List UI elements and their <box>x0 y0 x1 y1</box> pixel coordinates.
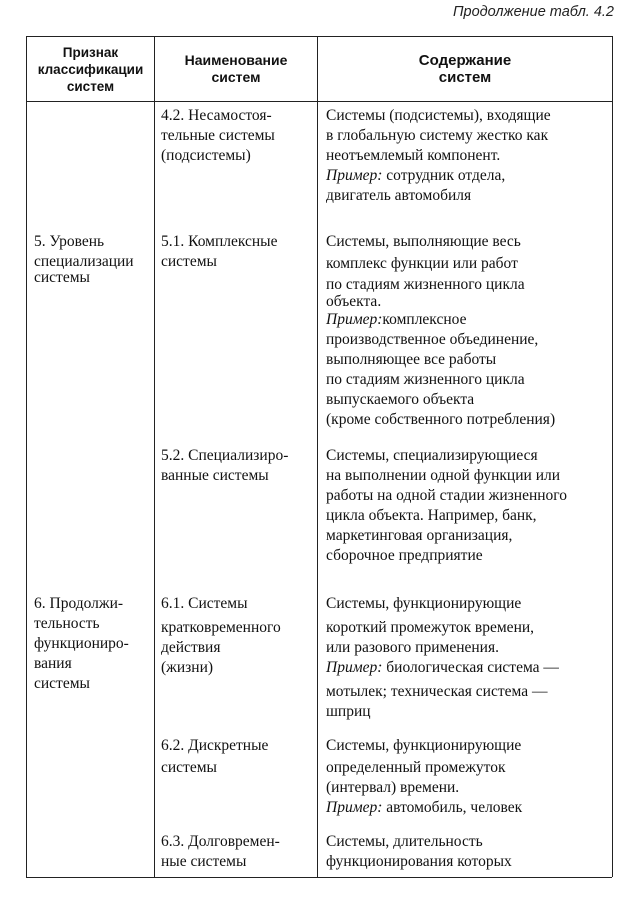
criterion-line: 6. Продолжи- <box>34 594 124 612</box>
system-name-cell <box>155 102 318 220</box>
content-line: или разового применения. <box>326 638 499 656</box>
header-system-content-line: систем <box>438 69 492 86</box>
content-line: производственное объединение, <box>326 330 539 348</box>
system-name-line: 5.2. Специализиро- <box>161 446 289 464</box>
table-row <box>27 220 613 436</box>
content-line: по стадиям жизненного цикла <box>326 275 525 293</box>
table-row <box>27 724 613 820</box>
system-name-line: 4.2. Несамостоя- <box>161 107 272 124</box>
header-system-name-line: Наименование <box>184 52 288 68</box>
content-line: короткий промежуток времени, <box>326 618 535 636</box>
table-row <box>27 436 613 580</box>
system-name-line: тельные системы <box>161 127 275 144</box>
example-text: сотрудник отдела, <box>382 167 506 184</box>
system-name-cell <box>155 724 318 820</box>
content-line: двигатель автомобиля <box>326 187 472 204</box>
content-line <box>326 310 608 330</box>
criterion-cell <box>27 580 155 724</box>
content-line: по стадиям жизненного цикла <box>326 370 525 388</box>
content-line: неотъемлемый компонент. <box>326 147 501 164</box>
criterion-cell <box>27 220 155 436</box>
system-name-line: (подсистемы) <box>161 147 251 164</box>
criterion-line: системы <box>34 268 90 286</box>
content-line: Системы, функционирующие <box>326 594 522 612</box>
table-row <box>27 580 613 724</box>
system-content-cell <box>318 220 613 436</box>
system-content-cell <box>318 820 613 877</box>
content-line: комплекс функции или работ <box>326 254 518 272</box>
content-line: мотылек; техническая система — <box>326 682 548 700</box>
system-name-line: системы <box>161 252 217 270</box>
system-content-cell <box>318 436 613 580</box>
example-label: Пример: <box>326 658 383 676</box>
header-criterion <box>27 37 155 102</box>
classification-table <box>26 36 613 877</box>
example-text: биологическая система — <box>382 658 559 676</box>
content-line: определенный промежуток <box>326 758 506 776</box>
content-line: функционирования которых <box>326 852 512 870</box>
criterion-cell-empty <box>27 724 155 820</box>
system-content-cell <box>318 724 613 820</box>
header-system-name <box>155 37 318 102</box>
table-header-row <box>27 37 613 102</box>
table-continuation-label: Продолжение табл. 4.2 <box>453 4 614 20</box>
content-line: цикла объекта. Например, банк, <box>326 506 537 524</box>
content-line: Системы, выполняющие весь <box>326 232 521 250</box>
content-line: Системы, специализирующиеся <box>326 446 538 464</box>
example-text: комплексное <box>382 310 467 328</box>
system-content-cell <box>318 580 613 724</box>
content-line <box>326 798 608 818</box>
system-content-cell <box>318 102 613 220</box>
content-line: шприц <box>326 702 371 720</box>
content-line: сборочное предприятие <box>326 546 483 564</box>
header-system-content-line: Содержание <box>418 52 512 69</box>
content-line: Системы, функционирующие <box>326 736 522 754</box>
criterion-line: системы <box>34 674 90 692</box>
system-name-line: действия <box>161 638 221 656</box>
table-row <box>27 820 613 877</box>
system-name-cell <box>155 820 318 877</box>
system-name-cell <box>155 220 318 436</box>
header-criterion-line: Признак <box>62 44 119 60</box>
example-label: Пример: <box>326 798 383 816</box>
content-line: Системы, длительность <box>326 832 483 850</box>
system-name-cell <box>155 436 318 580</box>
system-name-line: системы <box>161 758 217 776</box>
header-criterion-line: классификации <box>37 61 144 77</box>
system-name-line: (жизни) <box>161 658 214 676</box>
header-system-name-line: систем <box>211 69 261 85</box>
table-bottom-rule <box>26 877 612 878</box>
example-label: Пример: <box>326 167 383 184</box>
content-line: работы на одной стадии жизненного <box>326 486 568 504</box>
criterion-line: 5. Уровень <box>34 232 105 250</box>
header-system-content <box>318 37 613 102</box>
criterion-cell-empty <box>27 820 155 877</box>
system-name-line: 6.1. Системы <box>161 594 248 612</box>
example-text: автомобиль, человек <box>382 798 523 816</box>
criterion-line: специализации <box>34 252 134 270</box>
header-criterion-line: систем <box>66 78 115 94</box>
system-name-line: кратковременного <box>161 618 281 636</box>
system-name-cell <box>155 580 318 724</box>
system-name-line: ванные системы <box>161 466 269 484</box>
content-line: в глобальную систему жестко как <box>326 127 549 144</box>
content-line: (кроме собственного потребления) <box>326 410 556 428</box>
criterion-line: тельность <box>34 614 100 632</box>
criterion-line: функциониро- <box>34 634 129 652</box>
system-name-line: 6.3. Долговремен- <box>161 832 280 850</box>
content-line <box>326 166 608 186</box>
criterion-line: вания <box>34 654 72 672</box>
table-row <box>27 102 613 220</box>
content-line: на выполнении одной функции или <box>326 466 561 484</box>
system-name-line: 6.2. Дискретные <box>161 736 269 754</box>
criterion-cell-empty <box>27 436 155 580</box>
content-line: выполняющее все работы <box>326 350 497 368</box>
system-name-line: 5.1. Комплексные <box>161 232 278 250</box>
content-line: Системы (подсистемы), входящие <box>326 107 551 124</box>
content-line <box>326 658 608 678</box>
content-line: выпускаемого объекта <box>326 390 475 408</box>
content-line: (интервал) времени. <box>326 778 460 796</box>
criterion-cell-empty <box>27 102 155 220</box>
system-name-line: ные системы <box>161 852 247 870</box>
content-line: объекта. <box>326 292 382 310</box>
content-line: маркетинговая организация, <box>326 526 513 544</box>
example-label: Пример: <box>326 310 383 328</box>
